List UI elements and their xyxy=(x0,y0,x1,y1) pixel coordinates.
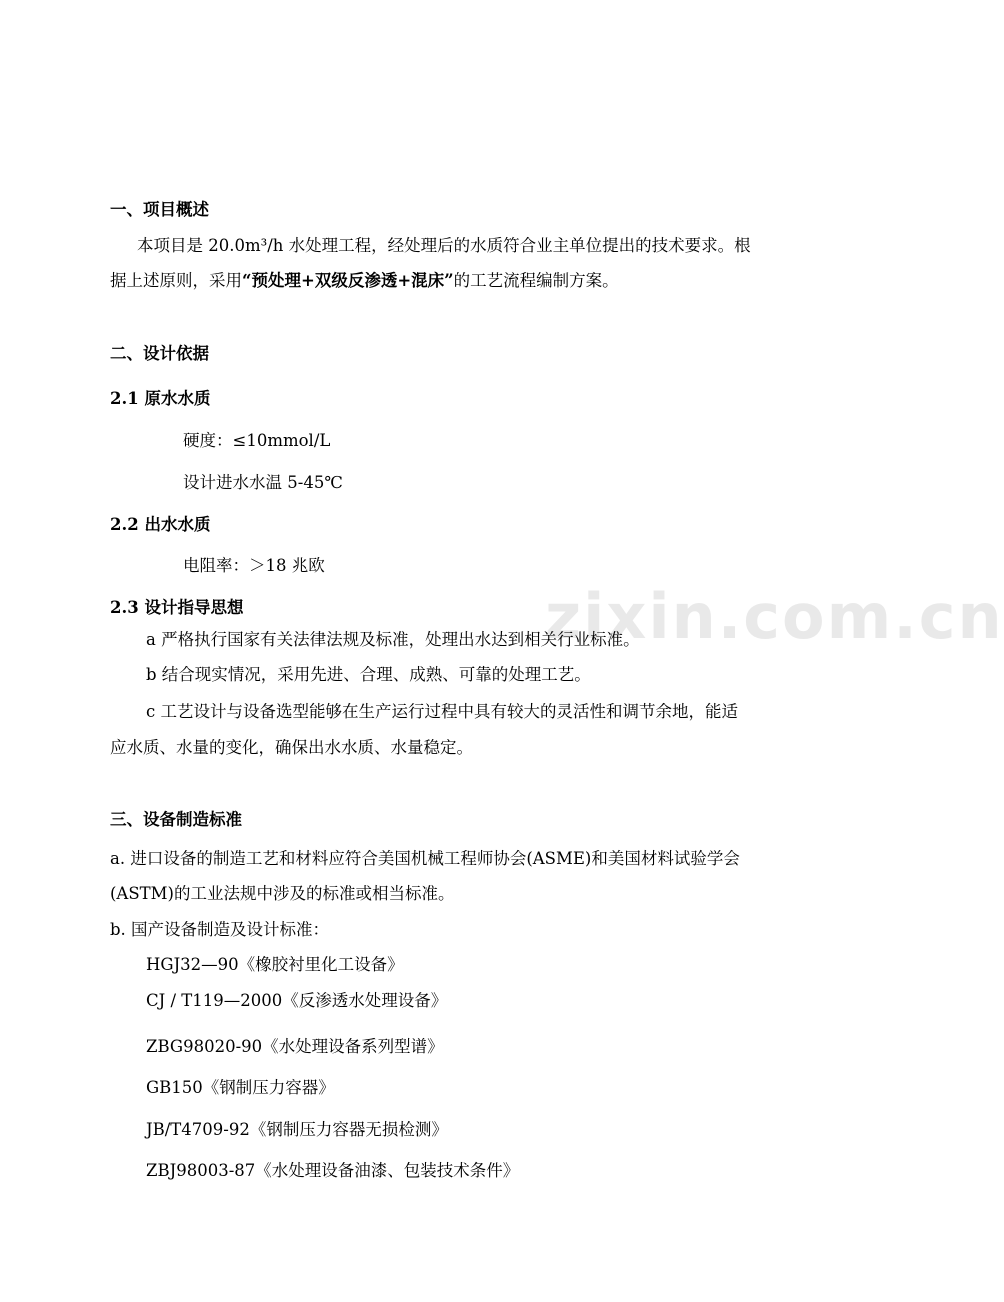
section-1-paragraph-line-2 xyxy=(110,270,619,292)
standard-item: ZBJ98003-87《水处理设备油漆、包装技术条件》 xyxy=(146,1161,520,1180)
temperature-line: 设计进水水温 5-45℃ xyxy=(183,473,343,492)
subsection-2-3-heading: 2.3 设计指导思想 xyxy=(110,598,244,617)
resistivity-line: 电阻率：＞18 兆欧 xyxy=(183,556,325,575)
section-3-heading: 三、设备制造标准 xyxy=(110,810,242,829)
watermark: zixin.com.cn xyxy=(545,580,1004,653)
hardness-line: 硬度：≤10mmol/L xyxy=(183,431,331,450)
section-1-paragraph-line-1: 本项目是 20.0m³/h 水处理工程，经处理后的水质符合业主单位提出的技术要求。根 xyxy=(137,236,751,255)
subsection-2-2-heading: 2.2 出水水质 xyxy=(110,515,211,534)
section-1-heading: 一、项目概述 xyxy=(110,200,209,219)
process-flow-bold: “预处理+双级反渗透+混床” xyxy=(242,271,454,290)
import-standard-line-1: a. 进口设备的制造工艺和材料应符合美国机械工程师协会(ASME)和美国材料试验学会 xyxy=(110,849,740,868)
standard-item: JB/T4709-92《钢制压力容器无损检测》 xyxy=(146,1120,448,1139)
standard-item: HGJ32—90《橡胶衬里化工设备》 xyxy=(146,955,404,974)
standard-item: CJ / T119—2000《反渗透水处理设备》 xyxy=(146,991,448,1010)
principle-c-line-2: 应水质、水量的变化，确保出水水质、水量稳定。 xyxy=(110,738,473,757)
principle-c-line-1: c 工艺设计与设备选型能够在生产运行过程中具有较大的灵活性和调节余地，能适 xyxy=(146,702,738,721)
paragraph-text: 据上述原则，采用 xyxy=(110,271,242,290)
principle-a: a 严格执行国家有关法律法规及标准，处理出水达到相关行业标准。 xyxy=(146,630,640,649)
subsection-2-1-heading: 2.1 原水水质 xyxy=(110,389,211,408)
import-standard-line-2: (ASTM)的工业法规中涉及的标准或相当标准。 xyxy=(110,884,455,903)
domestic-standard-intro: b. 国产设备制造及设计标准： xyxy=(110,920,330,939)
standard-item: GB150《钢制压力容器》 xyxy=(146,1078,335,1097)
paragraph-text: 的工艺流程编制方案。 xyxy=(453,271,619,290)
section-2-heading: 二、设计依据 xyxy=(110,344,209,363)
standard-item: ZBG98020-90《水处理设备系列型谱》 xyxy=(146,1037,444,1056)
principle-b: b 结合现实情况，采用先进、合理、成熟、可靠的处理工艺。 xyxy=(146,665,591,684)
